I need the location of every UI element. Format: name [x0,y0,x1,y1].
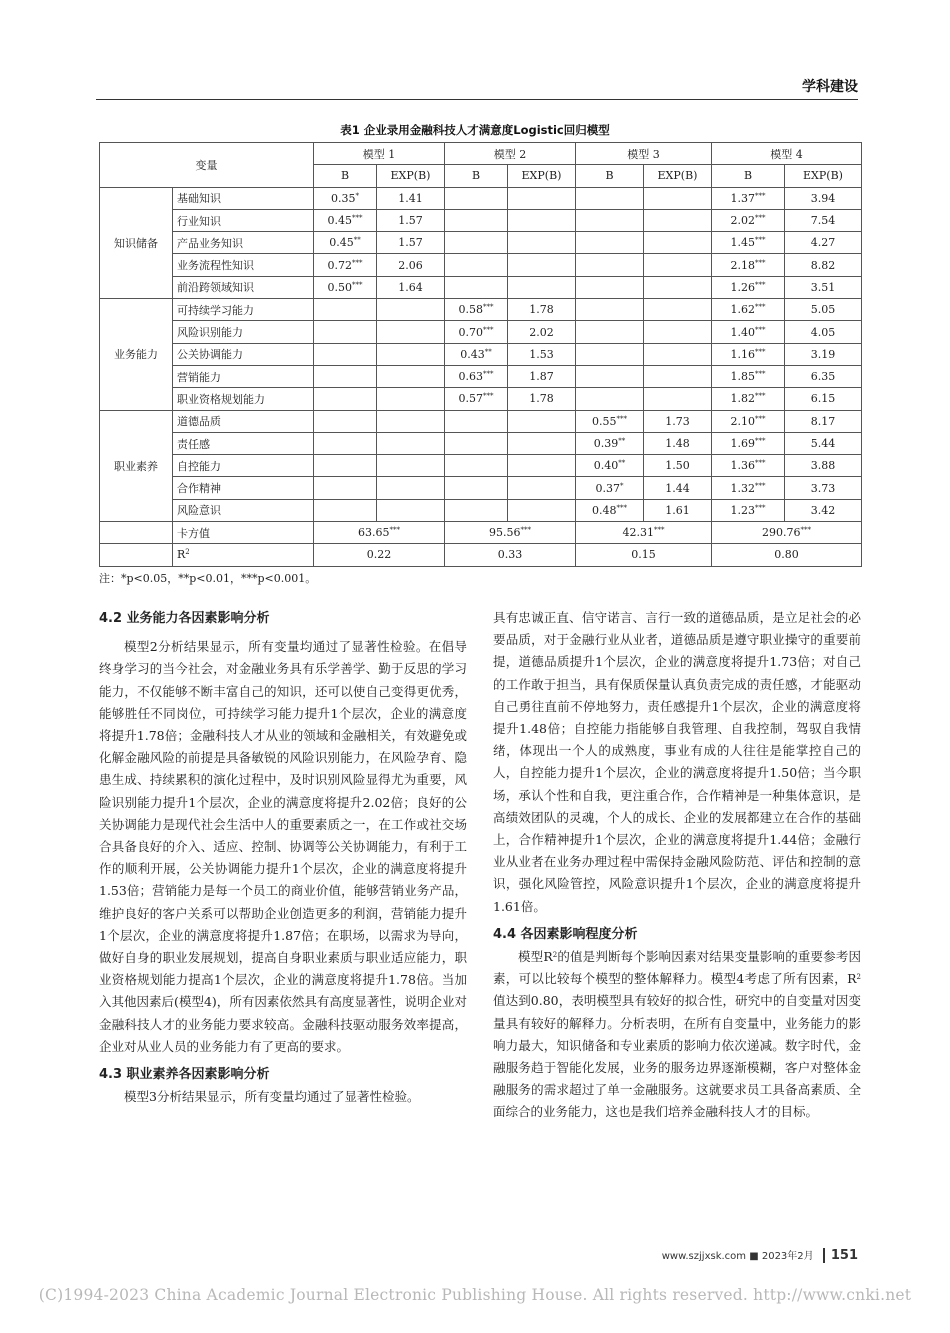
coef-cell [576,232,644,254]
table-header-row [100,143,862,165]
expb-header: EXP(B) [644,165,712,187]
chi-square-value [314,522,445,544]
coef-cell [445,254,508,276]
model-header: 模型 2 [445,143,576,165]
table-row [100,432,862,454]
variable-header: 变量 [100,143,314,188]
significance-mark: *** [483,392,494,401]
expb-cell: 8.17 [785,410,862,432]
expb-cell [644,276,712,298]
coef-cell [712,410,785,432]
significance-mark: *** [755,503,766,512]
table-row [100,321,862,343]
variable-name: 基础知识 [173,187,314,209]
significance-mark: *** [755,280,766,289]
expb-cell [644,388,712,410]
chi-square-label: 卡方值 [173,522,314,544]
coef-value: 0.55 [592,414,617,428]
expb-cell [377,410,445,432]
group-label: 职业素养 [100,410,173,521]
coef-cell [712,388,785,410]
coef-value: 0.50 [327,280,352,294]
expb-cell: 3.42 [785,499,862,521]
expb-cell [377,432,445,454]
significance-mark: *** [352,258,363,267]
coef-value: 0.70 [458,325,483,339]
significance-mark: * [620,481,624,490]
coef-cell [576,254,644,276]
coef-cell [445,410,508,432]
expb-cell [644,254,712,276]
table-row [100,455,862,477]
variable-name: 责任感 [173,432,314,454]
chi-square-row [100,522,862,544]
page-number: 151 [823,1248,858,1263]
chi-value: 42.31 [622,526,654,540]
footer-date: ■ 2023年2月 [749,1251,814,1262]
coef-cell [712,299,785,321]
expb-cell: 3.19 [785,343,862,365]
variable-name: 前沿跨领域知识 [173,276,314,298]
significance-mark: *** [755,347,766,356]
coef-cell [712,343,785,365]
expb-cell [508,254,576,276]
footer-site: www.szjjxsk.com [661,1251,747,1262]
variable-name: 自控能力 [173,455,314,477]
coef-value: 0.58 [458,303,483,317]
expb-cell: 1.87 [508,365,576,387]
expb-cell: 1.41 [377,187,445,209]
section-heading-4-2: 4.2 业务能力各因素影响分析 [99,611,270,626]
coef-cell [712,187,785,209]
variable-name: 行业知识 [173,209,314,231]
expb-cell: 4.27 [785,232,862,254]
variable-name: 职业资格规划能力 [173,388,314,410]
paragraph-4-2: 模型2分析结果显示，所有变量均通过了显著性检验。在倡导终身学习的当今社会，对金融业务具有乐学善学、勤于反思的学习能力，不仅能够不断丰富自己的知识，还可以使自己变得更优秀，能够胜任不同岗位，可持续学习能力提升1个层次，企业的满意度将提升1.78倍；金融科技人才从业的领域和金融相关，有效避免或化解金融风险的前提是具备敏锐的风险识别能力，在风险孕育、隐患生成、持续累积的演化过程中，及时识别风险显得尤为重要，风险识别能力提升1个层次，企业的满意度将提升2.02倍；良好的公关协调能力是现代社会生活中人的重要素质之一，在工作或社交场合具备良好的介入、适应、控制、协调等公关协调能力，有利于工作的顺利开展，公关协调能力提升1个层次，企业的满意度将提升1.53倍；营销能力是每一个员工的商业价值，能够营销业务产品，维护良好的客户关系可以帮助企业创造更多的利润，营销能力提升1个层次，企业的满意度将提升1.87倍；在职场，以需求为导向，做好自身的职业发展规划，提高自身职业素质与职业适应能力，职业资格规划能力提高1个层次，企业的满意度将提升1.78倍。当加入其他因素后(模型4)，所有因素依然具有高度显著性，说明企业对金融科技人才的业务能力要求较高。金融科技驱动服务效率提高，企业对从业人员的业务能力有了更高的要求。 [99,639,467,1054]
table-row [100,187,862,209]
coef-value: 0.48 [592,503,617,517]
coef-value: 1.23 [730,503,755,517]
coef-cell [712,499,785,521]
expb-cell: 7.54 [785,209,862,231]
section-label: 学科建设 [802,79,858,95]
coef-cell [712,455,785,477]
expb-header: EXP(B) [377,165,445,187]
p44-text-b: 的值是判断每个影响因素对结果变量影响的重要参考因素，可以比较每个模型的整体解释力。模型4考虑了所有因素，R [493,949,861,987]
coef-cell [314,410,377,432]
coef-cell [576,276,644,298]
significance-mark: *** [755,481,766,490]
coef-value: 0.63 [458,370,483,384]
expb-cell [377,388,445,410]
expb-cell [377,343,445,365]
variable-name: 合作精神 [173,477,314,499]
expb-cell: 1.78 [508,299,576,321]
chi-square-value [576,522,712,544]
significance-mark: *** [352,214,363,223]
p44-text-a: 模型R [518,949,553,965]
table-row [100,276,862,298]
paragraph-4-3-start: 模型3分析结果显示，所有变量均通过了显著性检验。 [124,1089,420,1105]
significance-mark: *** [755,191,766,200]
table-row [100,232,862,254]
significance-mark: *** [483,325,494,334]
expb-cell: 1.48 [644,432,712,454]
paragraph-4-3-continued: 具有忠诚正直、信守诺言、言行一致的道德品质，是立足社会的必要品质，对于金融行业从业者，道德品质是遵守职业操守的重要前提，道德品质提升1个层次，企业的满意度将提升1.73倍；对自己的工作敢于担当，具有保质保量认真负责完成的责任感，才能驱动自己勇往直前不停地努力，责任感提升1个层次，企业的满意度将提升1.48倍；自控能力指能够自我管理、自我控制，驾驭自我情绪，体现出一个人的成熟度，事业有成的人往往是能掌控自己的人，自控能力提升1个层次，企业的满意度将提升1.50倍；当今职场，承认个性和自我，更注重合作，合作精神是一种集体意识，是高绩效团队的灵魂，个人的成长、企业的发展都建立在合作的基础上，合作精神提升1个层次，企业的满意度将提升1.44倍；金融行业从业者在业务办理过程中需保持金融风险防范、评估和控制的意识，强化风险管控，风险意识提升1个层次，企业的满意度将提升1.61倍。 [493,610,861,914]
coef-cell [445,343,508,365]
coef-cell [576,477,644,499]
expb-cell [508,276,576,298]
expb-cell: 1.53 [508,343,576,365]
expb-cell [377,499,445,521]
expb-header: EXP(B) [785,165,862,187]
expb-cell [644,209,712,231]
table-row [100,410,862,432]
model-header: 模型 4 [712,143,862,165]
expb-cell: 3.51 [785,276,862,298]
left-column [99,608,467,1108]
coef-value: 1.36 [730,459,755,473]
coef-value: 2.18 [730,258,755,272]
coef-cell [314,209,377,231]
coef-cell [314,299,377,321]
section-heading-4-3: 4.3 职业素养各因素影响分析 [99,1067,270,1083]
b-header: B [314,165,377,187]
expb-cell: 2.06 [377,254,445,276]
variable-name: 产品业务知识 [173,232,314,254]
coef-value: 1.16 [730,347,755,361]
coef-cell [445,388,508,410]
coef-cell [576,187,644,209]
r-squared-value: 0.22 [314,544,445,566]
table-row [100,365,862,387]
table-caption: 表1 企业录用金融科技人才满意度Logistic回归模型 [340,123,610,137]
significance-mark: *** [755,459,766,468]
expb-cell: 2.02 [508,321,576,343]
coef-cell [712,432,785,454]
significance-mark: ** [618,437,626,445]
table-row [100,477,862,499]
header-rule [96,99,858,100]
coef-cell [576,410,644,432]
expb-cell: 5.05 [785,299,862,321]
table-row [100,209,862,231]
significance-mark: *** [800,526,811,535]
section-heading-4-4: 4.4 各因素影响程度分析 [493,926,638,942]
coef-value: 1.45 [730,236,755,250]
expb-cell [508,477,576,499]
variable-name: 营销能力 [173,365,314,387]
r-squared-row [100,544,862,566]
coef-cell [576,499,644,521]
coef-value: 1.32 [730,481,755,495]
chi-square-value [445,522,576,544]
expb-cell: 1.44 [644,477,712,499]
expb-cell: 4.05 [785,321,862,343]
significance-mark: *** [389,526,400,535]
coef-cell [576,299,644,321]
page-footer [662,1247,858,1263]
coef-cell [314,477,377,499]
coef-cell [445,365,508,387]
coef-cell [314,232,377,254]
expb-cell [508,209,576,231]
coef-cell [445,455,508,477]
r-squared-value: 0.80 [712,544,862,566]
chi-value: 63.65 [358,526,390,540]
significance-mark: ** [353,236,361,245]
expb-cell: 1.61 [644,499,712,521]
chi-value: 290.76 [762,526,801,540]
expb-cell [377,365,445,387]
b-header: B [576,165,644,187]
coef-cell [576,321,644,343]
b-header: B [445,165,508,187]
coef-cell [712,477,785,499]
significance-mark: *** [616,414,627,423]
coef-cell [314,365,377,387]
coef-cell [712,321,785,343]
significance-mark: *** [654,526,665,535]
table-row [100,499,862,521]
model-header: 模型 1 [314,143,445,165]
coef-cell [712,276,785,298]
significance-mark: *** [616,503,627,512]
table-note: 注：*p<0.05，**p<0.01，***p<0.001。 [99,572,317,585]
coef-cell [445,499,508,521]
coef-cell [445,232,508,254]
table-row [100,388,862,410]
r-squared-label [173,544,314,566]
coef-cell [445,209,508,231]
variable-name: 风险意识 [173,499,314,521]
table-row [100,343,862,365]
coef-cell [445,299,508,321]
coef-cell [314,276,377,298]
expb-cell: 5.44 [785,432,862,454]
expb-cell [508,187,576,209]
significance-mark: *** [520,526,531,535]
expb-cell: 1.50 [644,455,712,477]
expb-cell [508,432,576,454]
expb-cell [644,232,712,254]
significance-mark: ** [618,459,626,468]
expb-cell [377,477,445,499]
expb-cell: 6.15 [785,388,862,410]
variable-name: 可持续学习能力 [173,299,314,321]
coef-cell [314,432,377,454]
chi-square-value [712,522,862,544]
expb-cell: 1.57 [377,232,445,254]
chi-value: 95.56 [489,526,521,540]
coef-cell [314,388,377,410]
coef-cell [445,276,508,298]
r-squared-value: 0.33 [445,544,576,566]
coef-value: 1.37 [730,191,755,205]
coef-cell [712,232,785,254]
coef-cell [445,321,508,343]
coef-cell [712,209,785,231]
significance-mark: *** [483,303,494,312]
coef-value: 1.62 [730,303,755,317]
paragraph-4-4 [493,946,861,1124]
coef-value: 1.69 [730,437,755,450]
expb-cell [644,365,712,387]
coef-value: 0.40 [593,459,619,473]
coef-value: 0.57 [458,392,483,406]
coef-cell [576,388,644,410]
coef-cell [314,499,377,521]
coef-cell [314,187,377,209]
r-label: R [177,548,186,562]
r-squared-value: 0.15 [576,544,712,566]
coef-value: 1.82 [730,392,755,406]
variable-name: 道德品质 [173,410,314,432]
expb-cell [377,455,445,477]
r2-superscript: 2 [552,951,558,960]
coef-cell [712,365,785,387]
significance-mark: *** [755,258,766,267]
table-row [100,254,862,276]
coef-cell [445,432,508,454]
coef-value: 1.26 [730,280,755,294]
expb-cell: 1.64 [377,276,445,298]
coef-value: 0.45 [327,214,352,228]
expb-cell: 3.94 [785,187,862,209]
expb-cell: 8.82 [785,254,862,276]
significance-mark: *** [755,414,766,423]
significance-mark: *** [755,325,766,334]
expb-cell: 1.57 [377,209,445,231]
expb-cell: 1.73 [644,410,712,432]
regression-table [99,142,862,567]
coef-cell [576,432,644,454]
significance-mark: *** [755,370,766,379]
coef-cell [576,455,644,477]
coef-value: 0.35 [331,191,356,205]
coef-value: 0.37 [595,481,620,495]
expb-cell [508,232,576,254]
expb-cell [644,343,712,365]
coef-value: 1.40 [730,325,755,339]
expb-cell: 6.35 [785,365,862,387]
coef-value: 2.10 [730,414,755,428]
significance-mark: *** [352,280,363,289]
table-row [100,299,862,321]
expb-cell: 3.73 [785,477,862,499]
expb-cell [644,187,712,209]
significance-mark: *** [755,214,766,223]
significance-mark: *** [755,392,766,401]
coef-cell [576,343,644,365]
group-label: 业务能力 [100,299,173,410]
coef-value: 1.85 [730,370,755,384]
significance-mark: *** [755,236,766,245]
expb-cell [377,299,445,321]
b-header: B [712,165,785,187]
coef-cell [445,477,508,499]
coef-value: 0.45 [329,236,354,250]
expb-cell [508,499,576,521]
coef-cell [314,254,377,276]
coef-value: 2.02 [730,214,755,228]
model-header: 模型 3 [576,143,712,165]
coef-cell [445,187,508,209]
coef-cell [576,209,644,231]
variable-name: 风险识别能力 [173,321,314,343]
variable-name: 公关协调能力 [173,343,314,365]
variable-name: 业务流程性知识 [173,254,314,276]
expb-cell: 1.78 [508,388,576,410]
table-body [100,143,862,567]
empty-cell [100,544,173,566]
coef-cell [314,321,377,343]
coef-cell [712,254,785,276]
expb-cell [644,299,712,321]
significance-mark: *** [483,370,494,379]
significance-mark: *** [755,437,766,445]
coef-value: 0.39 [593,437,619,450]
r-superscript: 2 [185,548,190,557]
expb-cell [508,455,576,477]
expb-header: EXP(B) [508,165,576,187]
expb-cell [644,321,712,343]
coef-cell [576,365,644,387]
significance-mark: * [355,191,359,200]
r2-superscript: 2 [856,973,861,982]
empty-cell [100,522,173,544]
group-label: 知识储备 [100,187,173,298]
expb-cell [508,410,576,432]
significance-mark: ** [484,347,492,356]
coef-cell [314,455,377,477]
expb-cell [377,321,445,343]
coef-value: 0.43 [460,347,485,361]
coef-cell [314,343,377,365]
right-column [493,601,861,1124]
expb-cell: 3.88 [785,455,862,477]
coef-value: 0.72 [327,258,352,272]
significance-mark: *** [755,303,766,312]
copyright-watermark: (C)1994-2023 China Academic Journal Electronic Publishing House. All rights reserved. http://www.cnki.net [38,1286,912,1304]
p44-text-c: 值达到0.80，表明模型具有较好的拟合性，研究中的自变量对因变量具有较好的解释力。分析表明，在所有自变量中，业务能力的影响力最大，知识储备和专业素质的影响力依次递减。数字时代，金融服务趋于智能化发展，业务的服务边界逐渐模糊，客户对整体金融服务的需求超过了单一金融服务。这就要求员工具备高素质、全面综合的业务能力，这也是我们培养金融科技人才的目标。 [493,993,861,1120]
